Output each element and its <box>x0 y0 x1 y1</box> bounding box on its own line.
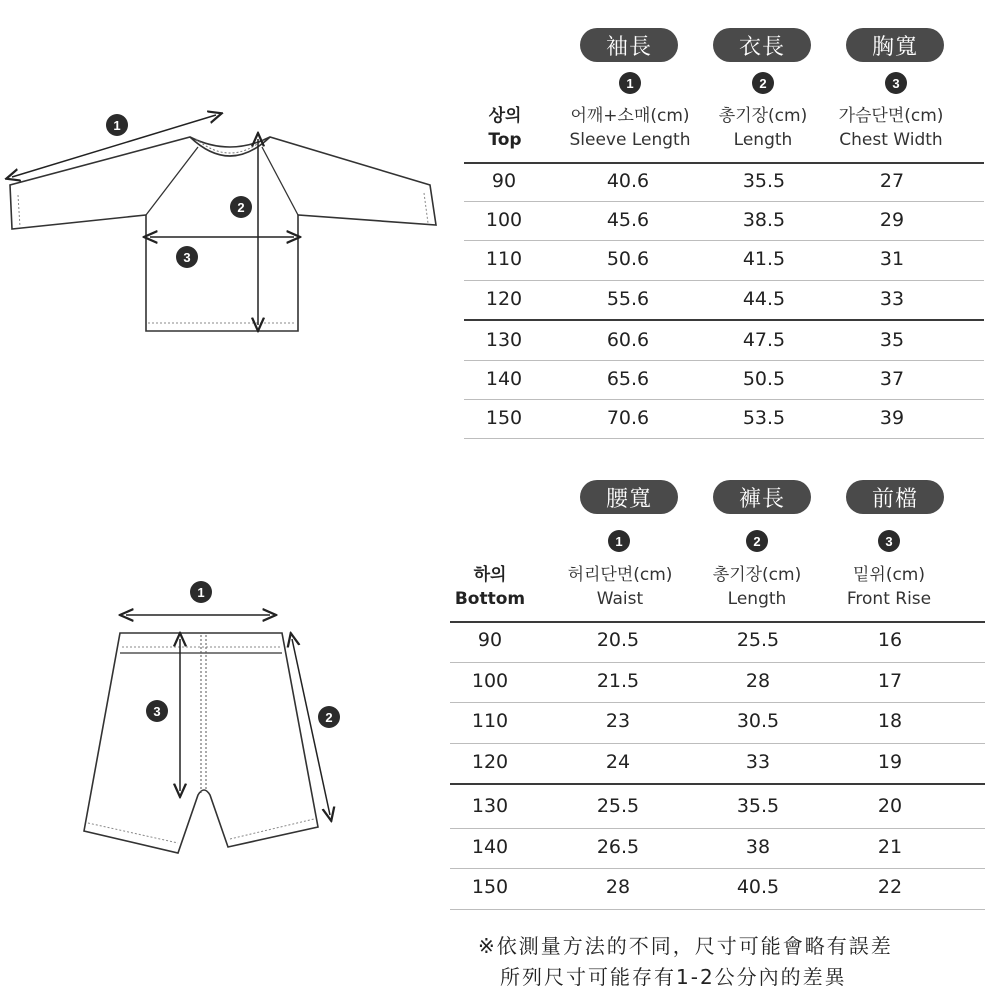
top-table-cell-v3: 39 <box>879 407 905 430</box>
bottom-table-row-rule <box>450 868 985 869</box>
bottom-col-header-3: 밑위(cm) Front Rise <box>846 565 932 609</box>
marker-3-icon: 3 <box>146 700 168 722</box>
bottom-table-cell-v1: 25.5 <box>596 795 640 817</box>
shorts-icon <box>70 595 370 865</box>
bottom-table-cell-v2: 25.5 <box>736 629 780 651</box>
marker-2-icon: 2 <box>318 706 340 728</box>
marker-3-icon: 3 <box>878 530 900 552</box>
bottom-table-cell-v3: 20 <box>877 795 903 817</box>
bottom-table-cell-size: 90 <box>477 629 503 651</box>
bottom-table-cell-v1: 23 <box>605 710 631 732</box>
top-table-cell-size: 140 <box>485 368 523 390</box>
marker-3-icon: 3 <box>885 72 907 94</box>
bottom-table-row-rule <box>450 743 985 744</box>
top-table-cell-v2: 50.5 <box>742 368 786 390</box>
bottom-table-row-rule <box>450 909 985 910</box>
top-table-cell-v1: 60.6 <box>606 328 650 351</box>
top-table-top-rule <box>464 162 984 164</box>
bottom-table-row-rule <box>450 662 985 663</box>
bottom-label-en: Bottom <box>454 589 526 609</box>
bottom-table-cell-v3: 16 <box>877 629 903 651</box>
top-table-row-rule <box>464 399 984 400</box>
top-table-row-rule <box>464 319 984 321</box>
top-table-cell-v3: 29 <box>879 209 905 232</box>
top-table-cell-v3: 37 <box>879 368 905 390</box>
top-section-label <box>470 104 540 152</box>
pill-waist: 腰寬 <box>580 480 678 514</box>
pill-sleeve-length: 袖長 <box>580 28 678 62</box>
pill-chest-width: 胸寬 <box>846 28 944 62</box>
bottom-table-cell-v3: 19 <box>877 750 903 773</box>
top-table-cell-v1: 55.6 <box>606 287 650 310</box>
marker-2-icon: 2 <box>230 196 252 218</box>
top-col-header-3: 가슴단면(cm) Chest Width <box>838 106 944 150</box>
bottom-table-cell-size: 130 <box>471 795 509 817</box>
bottom-table-row-rule <box>450 783 985 785</box>
top-table-cell-v1: 70.6 <box>606 407 650 430</box>
top-label-ko: 상의 <box>488 106 522 126</box>
bottom-table-cell-size: 150 <box>471 876 509 898</box>
bottom-table-cell-v1: 20.5 <box>596 629 640 651</box>
bottom-table-cell-v2: 28 <box>745 669 771 692</box>
bottom-table-cell-v3: 18 <box>877 710 903 732</box>
top-table-row-rule <box>464 240 984 241</box>
top-table-cell-size: 150 <box>485 407 523 430</box>
top-col-header-2: 총기장(cm) Length <box>718 106 808 150</box>
top-table-cell-v1: 65.6 <box>606 368 650 390</box>
top-table-cell-v2: 44.5 <box>742 287 786 310</box>
bottom-table-cell-v2: 40.5 <box>736 876 780 898</box>
bottom-table-cell-v1: 24 <box>605 750 631 773</box>
bottom-table-cell-v2: 38 <box>745 835 771 858</box>
bottom-col-header-2: 총기장(cm) Length <box>712 565 802 609</box>
bottom-table-cell-v1: 28 <box>605 876 631 898</box>
top-table-cell-v2: 38.5 <box>742 209 786 232</box>
bottom-table-cell-v2: 30.5 <box>736 710 780 732</box>
bottom-table-cell-size: 110 <box>471 710 509 732</box>
top-table-cell-v2: 35.5 <box>742 170 786 192</box>
pill-length: 衣長 <box>713 28 811 62</box>
top-table-row-rule <box>464 280 984 281</box>
pill-pants-length: 褲長 <box>713 480 811 514</box>
marker-3-icon: 3 <box>176 246 198 268</box>
top-label-en: Top <box>488 130 522 150</box>
bottom-table-cell-v3: 21 <box>877 835 903 858</box>
note-line-1: ※依測量方法的不同，尺寸可能會略有誤差 <box>478 934 893 958</box>
top-col-header-1: 어깨+소매(cm) Sleeve Length <box>569 106 691 150</box>
bottom-table-cell-size: 140 <box>471 835 509 858</box>
note-line-2: 所列尺寸可能存有1-2公分內的差異 <box>500 965 847 989</box>
pill-front-rise: 前檔 <box>846 480 944 514</box>
marker-1-icon: 1 <box>608 530 630 552</box>
marker-2-icon: 2 <box>746 530 768 552</box>
top-table-cell-v1: 50.6 <box>606 248 650 271</box>
bottom-table-row-rule <box>450 828 985 829</box>
long-sleeve-shirt-icon <box>0 95 450 345</box>
top-table-cell-size: 110 <box>485 248 523 271</box>
bottom-table-cell-v2: 35.5 <box>736 795 780 817</box>
bottom-table-cell-v1: 26.5 <box>596 835 640 858</box>
top-table-cell-v3: 31 <box>879 248 905 271</box>
bottom-col-header-1: 허리단면(cm) Waist <box>567 565 673 609</box>
bottom-table-cell-v3: 22 <box>877 876 903 898</box>
top-table-cell-v3: 35 <box>879 328 905 351</box>
top-table-cell-v1: 45.6 <box>606 209 650 232</box>
bottom-table-cell-v1: 21.5 <box>596 669 640 692</box>
top-table-cell-size: 130 <box>485 328 523 351</box>
bottom-table-cell-v2: 33 <box>745 750 771 773</box>
bottom-label-ko: 하의 <box>473 565 507 585</box>
top-table-cell-v2: 41.5 <box>742 248 786 271</box>
top-table-row-rule <box>464 360 984 361</box>
top-table-cell-v3: 33 <box>879 287 905 310</box>
top-table-cell-size: 100 <box>485 209 523 232</box>
top-table-cell-size: 120 <box>485 287 523 310</box>
top-table-cell-v2: 53.5 <box>742 407 786 430</box>
marker-2-icon: 2 <box>752 72 774 94</box>
bottom-table-cell-v3: 17 <box>877 669 903 692</box>
marker-1-icon: 1 <box>106 114 128 136</box>
bottom-table-cell-size: 120 <box>471 750 509 773</box>
bottom-section-label <box>452 563 528 611</box>
top-table-cell-size: 90 <box>491 170 517 192</box>
marker-1-icon: 1 <box>190 581 212 603</box>
top-table-cell-v3: 27 <box>879 170 905 192</box>
top-table-cell-v2: 47.5 <box>742 328 786 351</box>
marker-1-icon: 1 <box>619 72 641 94</box>
top-table-row-rule <box>464 438 984 439</box>
bottom-table-top-rule <box>450 621 985 623</box>
bottom-table-row-rule <box>450 702 985 703</box>
top-table-row-rule <box>464 201 984 202</box>
bottom-table-cell-size: 100 <box>471 669 509 692</box>
top-table-cell-v1: 40.6 <box>606 170 650 192</box>
